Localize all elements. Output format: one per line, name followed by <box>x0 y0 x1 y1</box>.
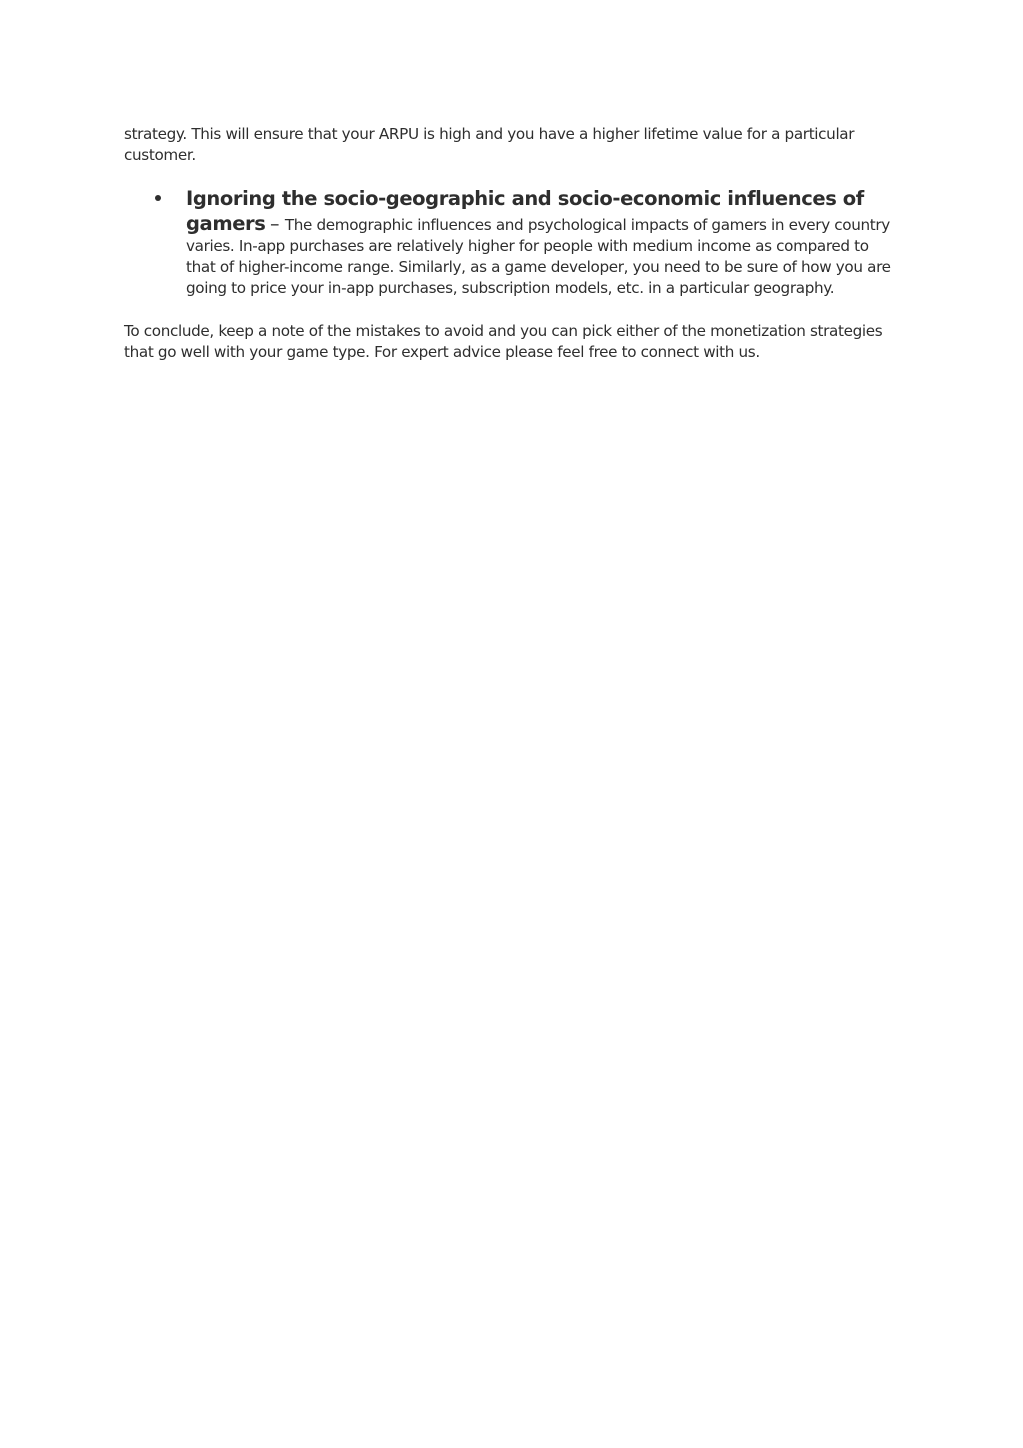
bullet-dash: – <box>269 213 285 235</box>
intro-paragraph: strategy. This will ensure that your ARPU is high and you have a higher lifetime value for a particular customer. <box>124 125 855 164</box>
bullet-body: The demographic influences and psychological impacts of gamers in every country varies. In-app purchases are relatively higher for people with medium income as compared to that of higher-income range. Similarly, as a game developer, you need to be sure of how you are going to price your in-app purchases, subscription models, etc. in a particular geography. <box>186 216 891 297</box>
list-item <box>124 186 899 299</box>
bullet-dot-icon <box>155 195 161 201</box>
bullet-list <box>124 186 899 299</box>
conclusion-paragraph: To conclude, keep a note of the mistakes to avoid and you can pick either of the monetization strategies that go well with your game type. For expert advice please feel free to connect with us. <box>124 322 883 361</box>
bullet-heading: Ignoring the socio-geographic and socio-economic influences of gamers <box>186 187 864 235</box>
document-page <box>124 124 899 363</box>
